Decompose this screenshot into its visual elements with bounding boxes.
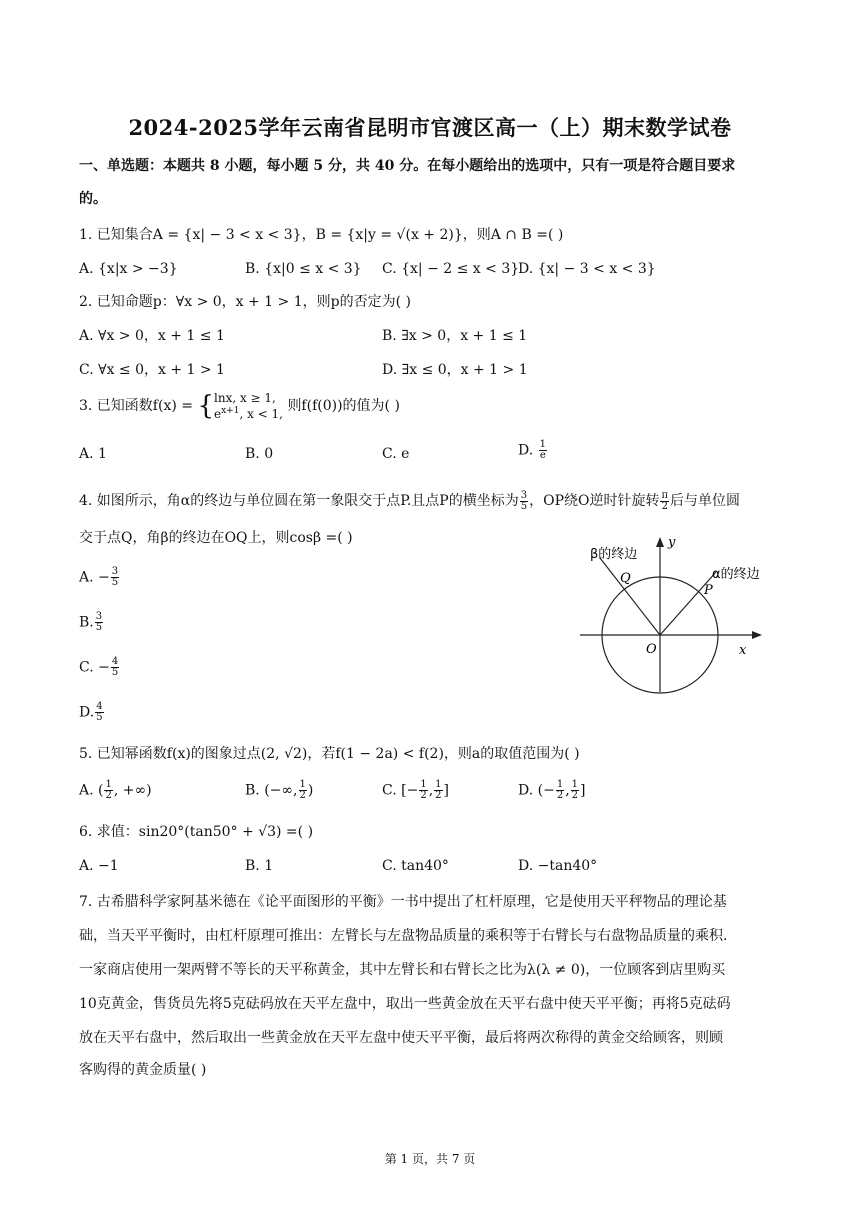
q4-b-label: B. — [79, 614, 94, 631]
q3-case-2-rest: , x < 1, — [239, 406, 283, 421]
alpha-label: α的终边 — [712, 567, 760, 582]
q3-suffix: 则f(f(0))的值为( ) — [287, 398, 400, 414]
question-7-line-4: 10克黄金，售货员先将5克砝码放在天平左盘中，取出一些黄金放在天平右盘中使天平平衡；再将5克砝码 — [79, 996, 731, 1012]
q5-c-num1: 1 — [420, 779, 427, 790]
q5-a-num: 1 — [105, 779, 112, 790]
question-4-stem-line2: 交于点Q，角β的终边在OQ上，则cosβ =( ) — [79, 530, 353, 546]
q5-b-pre: B. (−∞, — [245, 782, 298, 799]
q5-b-post: ) — [307, 782, 314, 799]
q5-option-c — [382, 780, 449, 801]
q5-d-post: ] — [580, 782, 586, 799]
x-axis-label: x — [739, 643, 747, 658]
q4-frac1-num: 3 — [520, 489, 528, 501]
q1-option-d: D. {x| − 3 < x < 3} — [518, 261, 656, 277]
question-3-stem — [79, 388, 400, 424]
unit-circle-figure — [574, 532, 774, 702]
q4-frac-3-5 — [520, 491, 528, 512]
q4-a-den: 5 — [111, 577, 119, 588]
q3-d-den: e — [539, 450, 546, 461]
q5-d-pre: D. (− — [518, 782, 555, 799]
q5-c-post: ] — [443, 782, 449, 799]
question-7-line-6: 客购得的黄金质量( ) — [79, 1062, 207, 1078]
q6-option-b: B. 1 — [245, 858, 274, 874]
q4-part1: 4. 如图所示，角α的终边与单位圆在第一象限交于点P.且点P的横坐标为 — [79, 493, 519, 509]
q3-option-c: C. e — [382, 446, 410, 462]
q4-frac-pi-2 — [660, 491, 669, 512]
q5-d-den1: 2 — [556, 790, 564, 801]
q6-option-a: A. −1 — [79, 858, 119, 874]
question-6-stem: 6. 求值：sin20°(tan50° + √3) =( ) — [79, 824, 314, 840]
q5-b-num: 1 — [299, 779, 306, 790]
q4-c-frac — [111, 657, 119, 678]
q5-b-den: 2 — [299, 790, 306, 801]
question-7-line-1: 7. 古希腊科学家阿基米德在《论平面图形的平衡》一书中提出了杠杆原理，它是使用天平秤物品的理论基 — [79, 894, 727, 910]
section-heading: 一、单选题：本题共 8 小题，每小题 5 分，共 40 分。在每小题给出的选项中，只有一项是符合题目要求 — [79, 158, 736, 174]
q3-piecewise — [214, 392, 283, 421]
q3-brace: { — [197, 391, 214, 421]
q5-c-num2: 1 — [435, 779, 442, 790]
q2-option-a: A. ∀x > 0，x + 1 ≤ 1 — [79, 328, 225, 344]
q5-a-post: , +∞) — [113, 782, 152, 799]
q3-case-1: lnx, x ≥ 1, — [214, 390, 276, 405]
q3-d-num: 1 — [539, 439, 547, 450]
y-axis-label: y — [668, 535, 676, 550]
q5-d-num1: 1 — [556, 779, 564, 790]
point-p-label: P — [704, 583, 713, 598]
q3-case-2-base: e — [214, 406, 222, 421]
question-5-stem: 5. 已知幂函数f(x)的图象过点(2, √2)，若f(1 − 2a) < f(2)，则a的取值范围为( ) — [79, 746, 580, 762]
page-footer: 第 1 页，共 7 页 — [384, 1152, 476, 1166]
q3-option-b: B. 0 — [245, 446, 274, 462]
question-1-stem: 1. 已知集合A = {x| − 3 < x < 3}，B = {x|y = √(x + 2)}，则A ∩ B =( ) — [79, 227, 564, 243]
q4-d-frac — [95, 702, 103, 723]
q4-option-d — [79, 702, 105, 723]
q3-case-2 — [214, 405, 283, 421]
page-title: 2024-2025学年云南省昆明市官渡区高一（上）期末数学试卷 — [128, 115, 732, 140]
q4-option-c — [79, 657, 120, 678]
q1-option-c: C. {x| − 2 ≤ x < 3} — [382, 261, 520, 277]
q5-option-b — [245, 780, 313, 801]
alpha-terminal-side — [660, 572, 716, 635]
q3-case-2-exp: x+1 — [221, 405, 240, 416]
q4-a-frac — [111, 567, 119, 588]
q4-c-num: 4 — [111, 656, 119, 667]
beta-terminal-side — [600, 558, 660, 635]
q5-option-a — [79, 780, 152, 801]
q5-c-pre: C. [− — [382, 782, 419, 799]
q4-part2: ，OP绕O逆时针旋转 — [529, 493, 660, 509]
q4-b-den: 5 — [95, 622, 103, 633]
q2-option-b: B. ∃x > 0，x + 1 ≤ 1 — [382, 328, 528, 344]
q5-c-den1: 2 — [420, 790, 427, 801]
q3-d-label: D. — [518, 442, 534, 459]
section-heading-cont: 的。 — [79, 191, 107, 207]
q6-option-c: C. tan40° — [382, 858, 449, 874]
q4-option-b — [79, 612, 104, 633]
q1-option-a: A. {x|x > −3} — [79, 261, 178, 277]
q1-option-b: B. {x|0 ≤ x < 3} — [245, 261, 362, 277]
beta-label: β的终边 — [590, 547, 638, 562]
q4-b-frac — [95, 612, 103, 633]
q5-c-frac1 — [419, 780, 427, 801]
q4-d-den: 5 — [96, 712, 103, 723]
q4-d-num: 4 — [96, 701, 103, 712]
q2-option-d: D. ∃x ≤ 0，x + 1 > 1 — [382, 362, 528, 378]
q5-option-d — [518, 780, 586, 801]
question-2-stem: 2. 已知命题p：∀x > 0，x + 1 > 1，则p的否定为( ) — [79, 294, 411, 310]
q4-option-a — [79, 567, 120, 588]
question-7-line-3: 一家商店使用一架两臂不等长的天平称黄金，其中左臂长和右臂长之比为λ(λ ≠ 0)，一位顾客到店里购买 — [79, 962, 726, 978]
q5-d-den2: 2 — [571, 790, 579, 801]
q3-option-a: A. 1 — [79, 446, 107, 462]
q5-c-mid: , — [428, 782, 434, 799]
q3-option-d — [518, 440, 548, 461]
q4-frac2-den: 2 — [661, 500, 668, 512]
x-axis-arrow — [752, 631, 762, 639]
q3-prefix: 3. 已知函数f(x) = — [79, 398, 193, 414]
q4-part3: 后与单位圆 — [670, 493, 741, 509]
q4-b-num: 3 — [95, 611, 103, 622]
q5-a-pre: A. ( — [79, 782, 104, 799]
question-7-line-5: 放在天平右盘中，然后取出一些黄金放在天平左盘中使天平平衡，最后将两次称得的黄金交给顾客，则顾 — [79, 1030, 723, 1046]
q5-c-frac2 — [434, 780, 442, 801]
q5-c-den2: 2 — [435, 790, 442, 801]
q5-a-den: 2 — [105, 790, 112, 801]
q4-a-num: 3 — [111, 566, 119, 577]
q4-a-label: A. − — [79, 569, 110, 586]
q5-b-frac — [299, 780, 307, 801]
q5-d-mid: , — [565, 782, 570, 799]
y-axis-arrow — [656, 537, 664, 547]
q2-option-c: C. ∀x ≤ 0，x + 1 > 1 — [79, 362, 225, 378]
q4-c-den: 5 — [111, 667, 119, 678]
q5-a-frac — [104, 780, 112, 801]
q3-d-fraction — [539, 440, 547, 461]
q4-frac1-den: 5 — [520, 500, 528, 512]
question-4-stem-line1 — [79, 488, 740, 514]
origin-label: O — [646, 642, 657, 657]
q6-option-d: D. −tan40° — [518, 858, 598, 874]
q4-frac2-num: π — [661, 489, 669, 501]
q4-c-label: C. − — [79, 659, 110, 676]
q5-d-num2: 1 — [571, 779, 579, 790]
question-7-line-2: 础，当天平平衡时，由杠杆原理可推出：左臂长与左盘物品质量的乘积等于右臂长与右盘物品质量的乘积. — [79, 928, 728, 944]
q4-d-label: D. — [79, 704, 95, 721]
q5-d-frac1 — [556, 780, 564, 801]
point-q-label: Q — [620, 571, 631, 586]
q5-d-frac2 — [571, 780, 579, 801]
